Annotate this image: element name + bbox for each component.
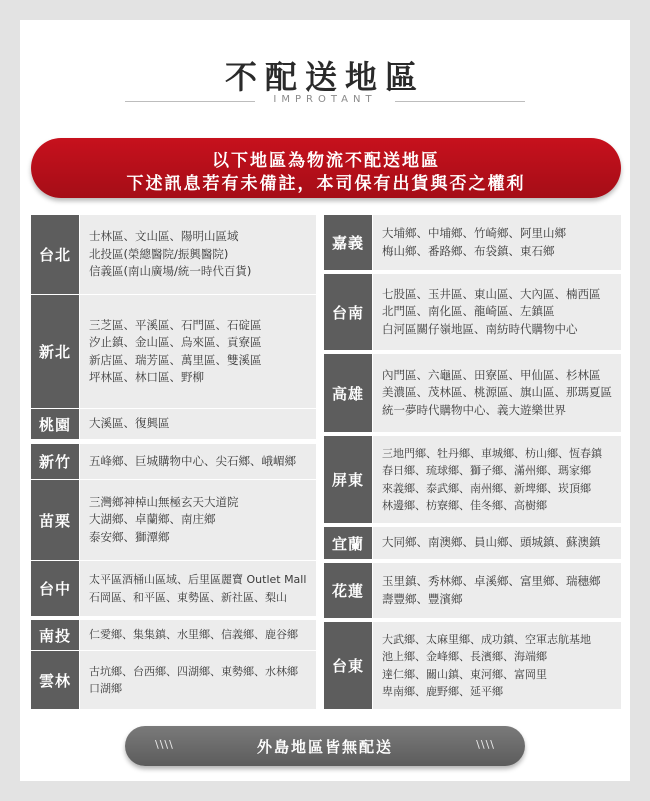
region-label-taipei: 台北 — [31, 215, 79, 294]
areas-text: 大同鄉、南澳鄉、員山鄉、頭城鎮、蘇澳鎮 — [382, 535, 601, 550]
areas-text: 七股區、玉井區、東山區、大內區、楠西區 北門區、南化區、龍崎區、左鎮區 白河區關仔嶺地區、南紡時代購物中心 — [382, 286, 601, 336]
region-areas-new-taipei — [80, 295, 316, 408]
region-label-new-taipei: 新北 — [31, 295, 79, 408]
region-areas-taichung — [80, 561, 316, 616]
areas-text: 士林區、文山區、陽明山區域 北投區(榮總醫院/振興醫院) 信義區(南山廣場/統一時代百貨) — [89, 229, 252, 279]
subtitle-divider-right — [395, 101, 525, 102]
region-label-taoyuan: 桃園 — [31, 409, 79, 439]
region-label-chiayi: 嘉義 — [324, 215, 372, 270]
region-label-hsinchu: 新竹 — [31, 444, 79, 479]
region-label-pingtung: 屏東 — [324, 436, 372, 523]
region-label-hualien: 花蓮 — [324, 563, 372, 618]
region-areas-taoyuan — [80, 409, 316, 439]
areas-text: 大武鄉、太麻里鄉、成功鎮、空軍志航基地 池上鄉、金峰鄉、長濱鄉、海端鄉 達仁鄉、關山鎮、東河鄉、富岡里 卑南鄉、鹿野鄉、延平鄉 — [382, 632, 591, 698]
areas-text: 仁愛鄉、集集鎮、水里鄉、信義鄉、鹿谷鄉 — [89, 628, 298, 642]
notice-line-2: 下述訊息若有未備註，本司保有出貨與否之權利 — [126, 174, 526, 194]
areas-text: 內門區、六龜區、田寮區、甲仙區、杉林區 美濃區、茂林區、桃源區、旗山區、那瑪夏區 統一夢時代購物中心、義大遊樂世界 — [382, 367, 612, 417]
areas-text: 三灣鄉神棹山無極玄天大道院 大湖鄉、卓蘭鄉、南庄鄉 泰安鄉、獅潭鄉 — [89, 494, 239, 544]
region-areas-taitung — [373, 622, 621, 709]
areas-text: 玉里鎮、秀林鄉、卓溪鄉、富里鄉、瑞穗鄉 壽豐鄉、豐濱鄉 — [382, 574, 601, 606]
page-title: 不配送地區 — [224, 58, 425, 96]
region-label-miaoli: 苗栗 — [31, 480, 79, 560]
region-areas-hualien — [373, 563, 621, 618]
region-label-taitung: 台東 — [324, 622, 372, 709]
page-subtitle: IMPROTANT — [273, 94, 377, 105]
decor-slashes-left: \\\\ — [155, 738, 174, 751]
region-label-yilan: 宜蘭 — [324, 527, 372, 559]
areas-text: 三地門鄉、牡丹鄉、車城鄉、枋山鄉、恆春鎮 春日鄉、琉球鄉、獅子鄉、滿州鄉、瑪家鄉 來義鄉、泰武鄉、南州鄉、新埤鄉、崁頂鄉 林邊鄉、枋寮鄉、佳冬鄉、高樹鄉 — [382, 446, 602, 512]
outlying-islands-notice — [125, 726, 525, 766]
areas-text: 五峰鄉、巨城購物中心、尖石鄉、峨嵋鄉 — [89, 453, 296, 468]
decor-slashes-right: \\\\ — [476, 738, 495, 751]
region-label-taichung: 台中 — [31, 561, 79, 616]
areas-text: 古坑鄉、台西鄉、四湖鄉、東勢鄉、水林鄉 口湖鄉 — [89, 664, 298, 695]
region-areas-kaohsiung — [373, 354, 621, 432]
areas-text: 大埔鄉、中埔鄉、竹崎鄉、阿里山鄉 梅山鄉、番路鄉、布袋鎮、東石鄉 — [382, 226, 566, 258]
region-label-kaohsiung: 高雄 — [324, 354, 372, 432]
areas-text: 太平區酒桶山區域、后里區麗寶 Outlet Mall 石岡區、和平區、東勢區、新社區、梨山 — [89, 573, 307, 604]
region-areas-yunlin — [80, 651, 316, 709]
areas-text: 三芝區、平溪區、石門區、石碇區 汐止鎮、金山區、烏來區、貢寮區 新店區、瑞芳區、萬里區、雙溪區 坪林區、林口區、野柳 — [89, 317, 262, 384]
region-label-yunlin: 雲林 — [31, 651, 79, 709]
region-label-nantou: 南投 — [31, 620, 79, 650]
notice-line-1: 以下地區為物流不配送地區 — [212, 151, 440, 171]
region-areas-miaoli — [80, 480, 316, 560]
region-areas-taipei — [80, 215, 316, 294]
region-areas-tainan — [373, 274, 621, 350]
region-areas-yilan — [373, 527, 621, 559]
notice-banner — [31, 138, 621, 198]
region-areas-pingtung — [373, 436, 621, 523]
region-areas-nantou — [80, 620, 316, 650]
region-areas-chiayi — [373, 215, 621, 270]
outlying-islands-text: 外島地區皆無配送 — [256, 738, 393, 756]
region-label-tainan: 台南 — [324, 274, 372, 350]
areas-text: 大溪區、復興區 — [89, 416, 170, 431]
region-areas-hsinchu — [80, 444, 316, 479]
